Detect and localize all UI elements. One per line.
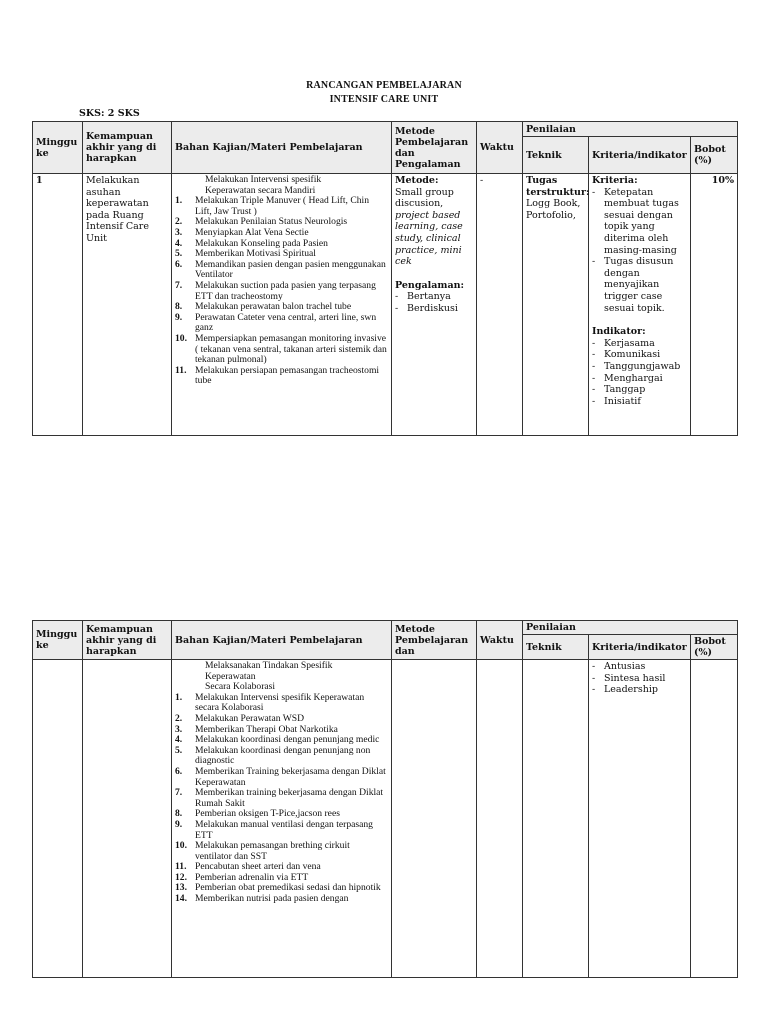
list-text: Melakukan pemasangan brething cirkuit ventilator dan SST: [195, 840, 350, 862]
bahan-list-item: [175, 841, 388, 862]
header-kemampuan: Kemampuan akhir yang di harapkan: [83, 621, 172, 660]
list-text: Memandikan pasien dengan pasien menggunakan Ventilator: [195, 258, 386, 281]
list-text: Menyiapkan Alat Vena Sectie: [195, 226, 309, 238]
indikator-item: - Tanggap: [592, 384, 687, 396]
bahan-intro-line: Keperawatan secara Mandiri: [205, 184, 316, 196]
bahan-intro-line: Keperawatan: [205, 670, 256, 682]
list-text: Melakukan manual ventilasi dengan terpasang ETT: [195, 818, 373, 841]
bobot-cell: 10%: [691, 174, 738, 436]
list-number: 11.: [175, 861, 187, 873]
bahan-list-item: [175, 366, 388, 387]
bahan-list: [175, 196, 388, 387]
bahan-list-item: [175, 820, 388, 841]
list-text: Melakukan koordinasi dengan penunjang non diagnostic: [195, 744, 371, 767]
bahan-list-item: [175, 281, 388, 302]
metode-cell: [392, 174, 477, 436]
pengalaman-label: Pengalaman:: [395, 279, 465, 291]
header-kriteria: Kriteria/indikator: [589, 635, 691, 660]
list-number: 6.: [175, 258, 183, 270]
list-number: 3.: [175, 226, 183, 238]
header-bobot: Bobot (%): [691, 137, 738, 174]
waktu-cell: [477, 660, 523, 978]
list-text: Pemberian adrenalin via ETT: [195, 871, 309, 883]
indikator-label: Indikator:: [592, 326, 646, 338]
header-bahan: Bahan Kajian/Materi Pembelajaran: [172, 122, 392, 174]
list-text: Melakukan Perawatan WSD: [195, 712, 305, 724]
lesson-plan-table-2: [32, 620, 738, 978]
header-metode: Metode Pembelajaran dan Pengalaman: [392, 122, 477, 174]
list-number: 11.: [175, 364, 187, 376]
bahan-list-item: [175, 693, 388, 714]
list-number: 3.: [175, 723, 183, 735]
header-minggu: Minggu ke: [33, 122, 83, 174]
indikator-list: [592, 338, 687, 408]
list-text: Memberikan Motivasi Spiritual: [195, 248, 316, 260]
kriteria-label: Kriteria:: [592, 175, 638, 186]
bahan-list-item: [175, 196, 388, 217]
list-text: Pencabutan sheet arteri dan vena: [195, 861, 321, 873]
list-number: 8.: [175, 808, 183, 820]
bobot-cell: [691, 660, 738, 978]
list-number: 7.: [175, 787, 183, 799]
list-number: 9.: [175, 818, 183, 830]
list-number: 1.: [175, 691, 183, 703]
indikator-item: - Kerjasama: [592, 338, 687, 350]
header-bobot: Bobot (%): [691, 635, 738, 660]
list-number: 7.: [175, 279, 183, 291]
bahan-intro: [175, 175, 388, 196]
bahan-list-item: [175, 788, 388, 809]
kriteria-list: [592, 187, 687, 315]
list-number: 8.: [175, 301, 183, 313]
teknik-label: Tugas terstruktur:: [526, 175, 590, 198]
bahan-cell: [172, 660, 392, 978]
list-text: Melakukan Intervensi spesifik Keperawatan secara Kolaborasi: [195, 691, 365, 714]
header-kriteria: Kriteria/indikator: [589, 137, 691, 174]
list-text: Memberikan training bekerjasama dengan Diklat Rumah Sakit: [195, 787, 384, 809]
header-minggu: Minggu ke: [33, 621, 83, 660]
document-title: RANCANGAN PEMBELAJARAN: [306, 80, 462, 91]
list-text: Pemberian oksigen T-Pice,jacson rees: [195, 808, 340, 820]
bahan-intro: [175, 661, 388, 693]
bahan-list-item: [175, 746, 388, 767]
list-text: Melakukan Konseling pada Pasien: [195, 237, 328, 249]
header-kemampuan: Kemampuan akhir yang di harapkan: [83, 122, 172, 174]
indikator-item: - Komunikasi: [592, 349, 687, 361]
metode-label: Metode:: [395, 175, 439, 186]
bahan-list-item: [175, 260, 388, 281]
header-teknik: Teknik: [523, 635, 589, 660]
pengalaman-list: [395, 291, 473, 314]
header-teknik: Teknik: [523, 137, 589, 174]
list-text: Melakukan koordinasi dengan penunjang medic: [195, 734, 380, 746]
metode-italic-text: project based learning, case study, clinical practice, mini cek: [395, 209, 463, 268]
bahan-intro-line: Melakukan Intervensi spesifik: [205, 174, 322, 185]
list-text: Melakukan Penilaian Status Neurologis: [195, 216, 348, 228]
list-text: Melakukan persiapan pemasangan tracheostomi tube: [195, 364, 380, 387]
minggu-cell: 1: [33, 174, 83, 436]
bahan-list-item: [175, 313, 388, 334]
bahan-list-item: [175, 334, 388, 366]
indikator-item: - Tanggungjawab: [592, 361, 687, 373]
bahan-list-item: [175, 894, 388, 905]
bahan-intro-line: Secara Kolaborasi: [205, 681, 276, 693]
list-text: Perawatan Cateter vena central, arteri line, swn ganz: [195, 311, 377, 334]
kriteria-list: [592, 661, 687, 696]
header-bahan: Bahan Kajian/Materi Pembelajaran: [172, 621, 392, 660]
list-number: 10.: [175, 840, 187, 852]
list-number: 12.: [175, 871, 187, 883]
list-number: 5.: [175, 744, 183, 756]
list-text: Pemberian obat premedikasi sedasi dan hipnotik: [195, 882, 381, 894]
lesson-plan-table-1: [32, 121, 738, 436]
list-number: 2.: [175, 712, 183, 724]
kriteria-item: - Tugas disusun dengan menyajikan trigger case sesuai topik.: [592, 256, 687, 314]
list-text: Memberikan nutrisi pada pasien dengan: [195, 893, 349, 905]
header-penilaian: Penilaian: [523, 122, 738, 137]
list-text: Memberikan Therapi Obat Narkotika: [195, 723, 338, 735]
kriteria-item: - Leadership: [592, 684, 687, 696]
pengalaman-item: - Berdiskusi: [395, 303, 473, 315]
metode-text: Small group discusion,: [395, 186, 454, 210]
teknik-cell: [523, 174, 589, 436]
list-number: 5.: [175, 248, 183, 260]
kriteria-item: - Sintesa hasil: [592, 673, 687, 685]
header-penilaian: Penilaian: [523, 621, 738, 635]
metode-cell: [392, 660, 477, 978]
list-number: 9.: [175, 311, 183, 323]
kriteria-item: - Antusias: [592, 661, 687, 673]
kriteria-item: - Ketepatan membuat tugas sesuai dengan topik yang diterima oleh masing-masing: [592, 187, 687, 257]
bahan-list: [175, 693, 388, 905]
header-waktu: Waktu: [477, 621, 523, 660]
list-text: Melakukan perawatan balon trachel tube: [195, 301, 352, 313]
header-metode: Metode Pembelajaran dan: [392, 621, 477, 660]
list-text: Memberikan Training bekerjasama dengan Diklat Keperawatan: [195, 765, 386, 788]
kriteria-cell: [589, 660, 691, 978]
kemampuan-cell: [83, 660, 172, 978]
bahan-intro-line: Melaksanakan Tindakan Spesifik: [205, 660, 333, 671]
list-number: 4.: [175, 237, 183, 249]
kemampuan-cell: Melakukan asuhan keperawatan pada Ruang Intensif Care Unit: [83, 174, 172, 436]
list-number: 6.: [175, 765, 183, 777]
bahan-list-item: [175, 767, 388, 788]
indikator-item: - Menghargai: [592, 373, 687, 385]
list-text: Melakukan Triple Manuver ( Head Lift, Chin Lift, Jaw Trust ): [195, 195, 369, 217]
kriteria-cell: [589, 174, 691, 436]
bahan-cell: [172, 174, 392, 436]
header-waktu: Waktu: [477, 122, 523, 174]
list-text: Melakukan suction pada pasien yang terpasang ETT dan tracheostomy: [195, 279, 376, 302]
minggu-cell: [33, 660, 83, 978]
teknik-text: Logg Book, Portofolio,: [526, 198, 581, 221]
teknik-cell: [523, 660, 589, 978]
list-number: 14.: [175, 893, 187, 905]
list-number: 1.: [175, 195, 183, 207]
document-subtitle: INTENSIF CARE UNIT: [329, 94, 439, 105]
waktu-cell: -: [477, 174, 523, 436]
list-number: 13.: [175, 882, 187, 894]
pengalaman-item: - Bertanya: [395, 291, 473, 303]
sks-label: SKS: 2 SKS: [79, 108, 140, 119]
list-text: Mempersiapkan pemasangan monitoring invasive ( tekanan vena sentral, takanan arteri sistemik dan tekanan pulmonal): [195, 332, 387, 366]
list-number: 2.: [175, 216, 183, 228]
list-number: 10.: [175, 332, 187, 344]
indikator-item: - Inisiatif: [592, 396, 687, 408]
list-number: 4.: [175, 734, 183, 746]
